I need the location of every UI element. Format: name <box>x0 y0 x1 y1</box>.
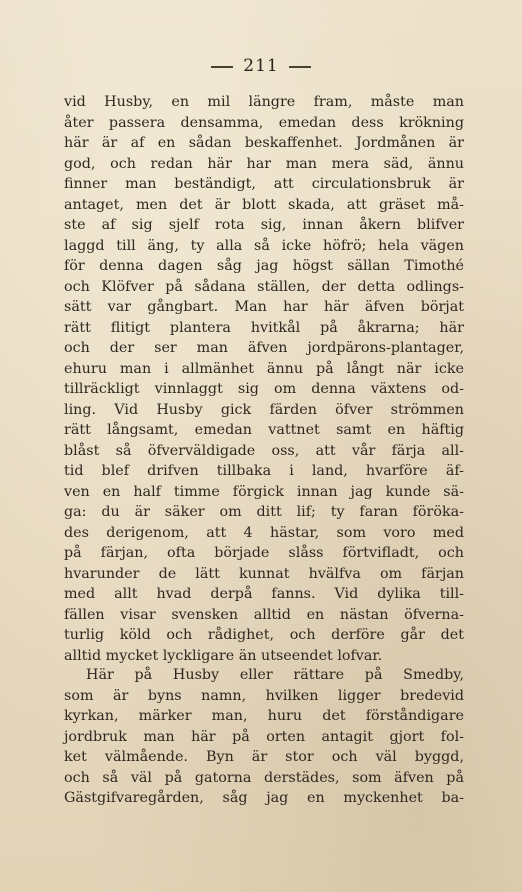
page-header <box>0 56 522 76</box>
text-line: laggd till äng, ty alla så icke höfrö; hela vägen <box>64 237 464 254</box>
header-dash-right <box>289 66 311 68</box>
text-line: god, och redan här har man mera säd, ännu <box>64 155 464 172</box>
text-line: rätt flitigt plantera hvitkål på åkrarna; här <box>64 319 464 336</box>
text-line: åter passera densamma, emedan dess krökning <box>64 114 464 131</box>
text-line: des derigenom, att 4 hästar, som voro med <box>64 524 464 541</box>
text-line: rätt långsamt, emedan vattnet samt en häftig <box>64 422 464 438</box>
text-line: turlig köld och rådighet, och derföre går det <box>64 627 464 643</box>
text-line: ga: du är säker om ditt lif; ty faran föröka- <box>64 504 464 520</box>
text-line: och Klöfver på sådana ställen, der detta odlings- <box>64 278 464 295</box>
text-line: och der ser man äfven jordpärons-plantager, <box>64 340 464 356</box>
text-line: ket välmående. Byn är stor och väl byggd, <box>64 749 464 765</box>
text-line: som är byns namn, hvilken ligger bredevid <box>64 687 464 704</box>
text-line: Gästgifvaregården, såg jag en myckenhet ba- <box>64 790 464 806</box>
text-line: vid Husby, en mil längre fram, måste man <box>64 94 464 110</box>
paragraph-1 <box>64 92 464 666</box>
text-line: hvarunder de lätt kunnat hvälfva om färjan <box>64 565 464 582</box>
text-line: alltid mycket lyckligare än utseendet lofvar. <box>64 647 383 664</box>
text-line: på färjan, ofta började slåss förtvifladt, och <box>64 545 464 561</box>
text-line: ste af sig sjelf rota sig, innan åkern blifver <box>64 217 464 233</box>
text-line: Här på Husby eller rättare på Smedby, <box>86 667 464 683</box>
header-dash-left <box>211 66 233 68</box>
text-line: kyrkan, märker man, huru det förståndigare <box>64 708 464 724</box>
text-line: för denna dagen såg jag högst sällan Timothé <box>64 258 464 274</box>
text-line: blåst så öfverväldigade oss, att vår färja all- <box>64 442 464 459</box>
text-line: fällen visar svensken alltid en nästan öfverna- <box>64 606 464 623</box>
paragraph-2 <box>64 665 464 809</box>
text-line: tid blef drifven tillbaka i land, hvarföre äf- <box>64 463 464 479</box>
text-line: jordbruk man här på orten antagit gjort fol- <box>64 728 464 745</box>
text-line: tillräckligt vinnlaggt sig om denna växtens od- <box>64 381 464 397</box>
text-line: sätt var gångbart. Man har här äfven börjat <box>64 299 464 315</box>
text-line: med allt hvad derpå fanns. Vid dylika till- <box>64 586 464 602</box>
text-line: finner man beständigt, att circulationsbruk är <box>64 176 464 192</box>
text-line: ling. Vid Husby gick färden öfver strömmen <box>64 401 464 418</box>
text-line: antaget, men det är blott skada, att gräset må- <box>64 196 464 213</box>
text-line: ven en half timme förgick innan jag kunde sä- <box>64 483 464 500</box>
text-line: och så väl på gatorna derstädes, som äfven på <box>64 769 464 786</box>
page-number: 211 <box>243 56 279 76</box>
text-line: ehuru man i allmänhet ännu på långt när icke <box>64 360 464 377</box>
text-line: här är af en sådan beskaffenhet. Jordmånen är <box>64 135 464 151</box>
